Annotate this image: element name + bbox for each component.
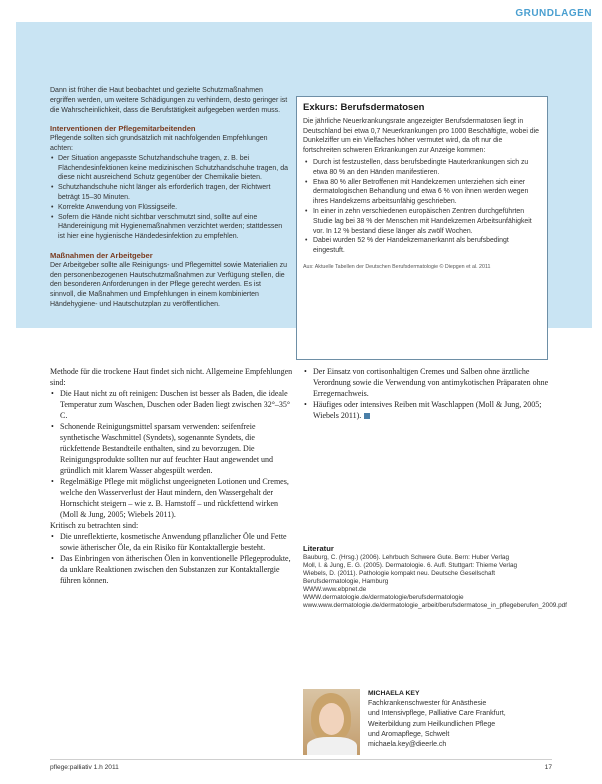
- list-item: • Regelmäßige Pflege mit möglichst ungeeigneten Lotionen und Cremes, welche den Wasserverlust der Haut mindern, den Wassergehalt der Hornschicht steigern – wie z. B. Harnstoff – und rückfettend wirken (Moll & Jung, 2005; Wiebels 2011).: [60, 476, 296, 520]
- literature-heading: Literatur: [303, 544, 334, 553]
- excursus-list: [303, 158, 541, 256]
- section-header-bar: [0, 0, 602, 22]
- list-item: • Sofern die Hände nicht sichtbar verschmutzt sind, sollte auf eine Händereinigung mit Hygienemaßnahmen verzichtet werden; stattdessen ist hier eine hygienische Händedesinfektion zu empfehlen.: [58, 213, 288, 242]
- author-name: MICHAELA KEY: [368, 690, 420, 697]
- author-bio: [368, 689, 558, 750]
- excursus-title: Exkurs: Berufsdermatosen: [303, 102, 425, 113]
- literature-entry: Wiebels, D. (2011). Pathologie kompakt neu. Deutsche Gesellschaft Berufsdermatologie, Hamburg: [303, 570, 496, 585]
- list-item: • Die unreflektierte, kosmetische Anwendung pflanzlicher Öle und Fette sowie ätherischer Öle, da ein Risiko für Kontaktallergie besteht.: [60, 531, 296, 553]
- literature-entry: Bauburg, C. (Hrsg.) (2006). Lehrbuch Schwere Gute. Bern: Huber Verlag: [303, 554, 510, 561]
- list-item-text: Häufiges oder intensives Reiben mit Waschlappen (Moll & Jung, 2005; Wiebels 2011).: [313, 400, 542, 420]
- article-end-icon: [364, 413, 370, 419]
- excursus-lead: Die jährliche Neuerkrankungsrate angezeigter Berufsdermatosen liegt in Deutschland bei etwa 0,7 Neuerkrankungen pro 1000 Beschäftigte, wobei die Dunkelziffer um ein Vielfaches höher vermutet wird, da oft nur die fortschreiten schweren Erkrankungen zur Anzeige kommen:: [303, 117, 539, 155]
- list-item: • In einer in zehn verschiedenen europäischen Zentren durchgeführten Studie lag bei 38 % der Menschen mit Handekzemen Arbeitsunfähigkeit vor. In 12 % bestand diese länger als zwölf Wochen.: [313, 207, 541, 236]
- list-item: • Die Haut nicht zu oft reinigen: Duschen ist besser als Baden, die ideale Temperatur zum Waschen, Duschen oder Baden liegt zwischen 32°–35° C.: [60, 388, 296, 421]
- nursing-list: [50, 154, 288, 242]
- section-tag: GRUNDLAGEN: [515, 8, 592, 19]
- literature-section: [303, 544, 567, 610]
- author-line: Weiterbildung zum Heilkundlichen Pflege: [368, 720, 496, 728]
- author-line: und Aromapflege, Schwelt: [368, 730, 450, 738]
- literature-entry: WWW.dermatologie.de/dermatologie/berufsdermatologie: [303, 594, 464, 601]
- critical-lead: Kritisch zu betrachten sind:: [50, 521, 139, 530]
- list-item: • Der Situation angepasste Schutzhandschuhe tragen, z. B. bei Flächendesinfektionen keine medizinischen Schutzhandschuhe tragen, da diese nicht ausreichend Schutz gegenüber der Chemikalie bieten.: [58, 154, 288, 183]
- list-item: • Etwa 80 % aller Betroffenen mit Handekzemen unterziehen sich einer dermatologischen Behandlung und etwa 6 % von ihnen werden wegen ihres Handekzems arbeitsunfähig geschrieben.: [313, 178, 541, 207]
- author-line: Fachkrankenschwester für Anästhesie: [368, 700, 487, 708]
- author-photo: [303, 689, 360, 755]
- literature-entry: www.www.dermatologie.de/dermatologie_arbeit/berufsdermatose_in_pflegeberufen_2009.pdf: [303, 602, 567, 609]
- body-right-column: [303, 366, 551, 421]
- list-item: • Der Einsatz von cortisonhaltigen Cremes und Salben ohne ärztliche Verordnung sowie die Verwendung von antimykotischen Präparaten ohne Erregernachweis.: [313, 366, 551, 399]
- list-item: • Schonende Reinigungsmittel sparsam verwenden: seifenfreie synthetische Waschmittel (Syndets), sogenannte Syndets, die rückfettende Bestandteile enthalten, sind zu bevorzugen. Die Reinigungsprodukte sollten nur auf feuchter Haut angewendet und gründlich mit klarem Wasser abgespült werden.: [60, 421, 296, 476]
- intro-column: [50, 86, 288, 319]
- excursus-source: Aus: Aktuelle Tabellen der Deutschen Berufsdermatologie © Diepgen et al. 2011: [303, 263, 491, 270]
- recommendation-list: [50, 388, 296, 520]
- page-number: 17: [544, 764, 552, 771]
- list-item: • Schutzhandschuhe nicht länger als erforderlich tragen, der Richtwert beträgt 15–30 Minuten.: [58, 183, 288, 203]
- footer-divider: [50, 759, 552, 760]
- list-item: [313, 399, 551, 421]
- employer-paragraph: Der Arbeitgeber sollte alle Reinigungs- und Pflegemittel sowie Materialien zu den personenbezogenen Hautschutzmaßnahmen zur Verfügung stellen, die den besonderen Anforderungen in der Pflege gerecht werden. Es ist sinnvoll, die Maßnahmen und Empfehlungen in einem kombinierten Händehygiene- und Hautschutzplan zu veröffentlichen.: [50, 261, 287, 308]
- literature-entry: Moll, I. & Jung, E. G. (2005). Dermatologie. 6. Aufl. Stuttgart: Thieme Verlag: [303, 562, 518, 569]
- intro-paragraph: Dann ist früher die Haut beobachtet und gezielte Schutzmaßnahmen ergriffen werden, um weitere Schädigungen zu verhindern, desto geringer ist die Wahrscheinlichkeit, dass die Berufstätigkeit aufgegeben werden muss.: [50, 87, 288, 114]
- critical-list: [50, 531, 296, 586]
- nursing-lead: Pflegende sollten sich grundsätzlich mit nachfolgenden Empfehlungen achten:: [50, 135, 268, 152]
- body-left-column: [50, 366, 296, 586]
- list-item: • Durch ist festzustellen, dass berufsbedingte Hauterkrankungen sich zu etwa 80 % an den Händen manifestieren.: [313, 158, 541, 178]
- literature-entry: WWW.www.ebpnet.de: [303, 586, 367, 593]
- nursing-heading: Interventionen der Pflegemitarbeitenden: [50, 124, 196, 134]
- publication-name: pflege:palliativ 1.h 2011: [50, 764, 119, 771]
- critical-list-continued: [303, 366, 551, 421]
- employer-heading: Maßnahmen der Arbeitgeber: [50, 250, 153, 260]
- list-item: • Dabei wurden 52 % der Handekzemanerkannt als berufsbedingt eingestuft.: [313, 236, 541, 256]
- body-lead: Methode für die trockene Haut findet sich nicht. Allgemeine Empfehlungen sind:: [50, 367, 293, 387]
- author-email[interactable]: michaela.key@dieerle.ch: [368, 741, 447, 749]
- author-line: und Intensivpflege, Palliative Care Frankfurt,: [368, 710, 506, 718]
- excursus-box: [296, 96, 548, 360]
- list-item: • Korrekte Anwendung von Flüssigseife.: [58, 203, 288, 213]
- list-item: • Das Einbringen von ätherischen Ölen in konventionelle Pflegeprodukte, da unklare Reaktionen zwischen den Substanzen zur Kontaktallergie führen können.: [60, 553, 296, 586]
